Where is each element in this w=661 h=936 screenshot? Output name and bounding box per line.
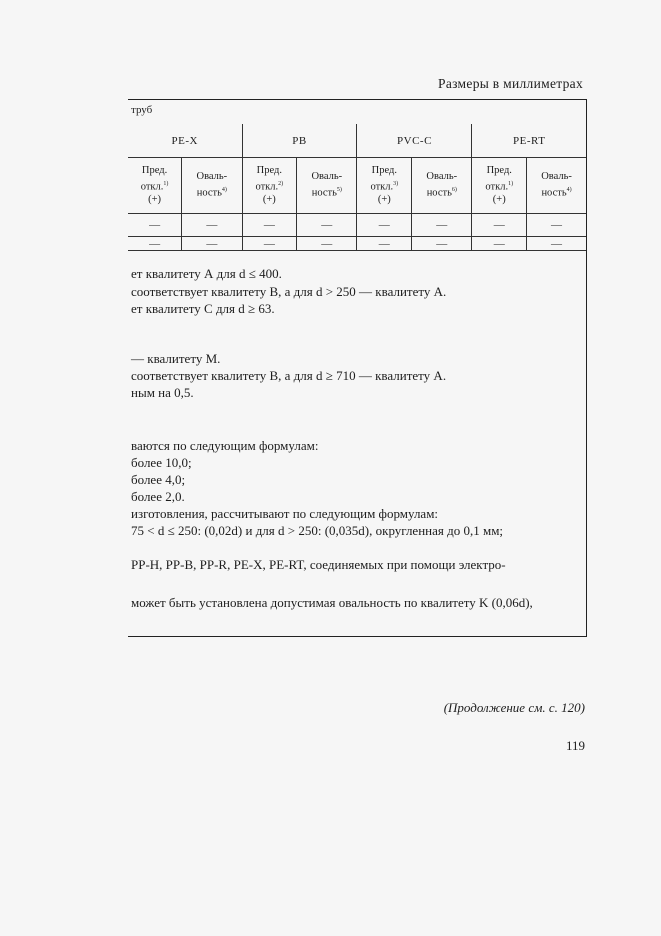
- table-group-row: [128, 124, 586, 158]
- subheader-cell: [527, 158, 586, 214]
- right-border: [586, 99, 587, 637]
- text-line: более 4,0;: [131, 472, 186, 487]
- text-line: более 2,0.: [131, 489, 185, 504]
- subheader-line2: откл.: [370, 181, 394, 192]
- text-line: соответствует квалитету В, а для d > 250 — квалитету А.: [131, 284, 447, 299]
- table-cell: —: [128, 214, 182, 237]
- subheader-line2: откл.: [485, 181, 509, 192]
- group-pe-rt: PE-RT: [472, 124, 586, 158]
- text-line: 75 < d ≤ 250: (0,02d) и для d > 250: (0,035d), округленная до 0,1 мм;: [131, 523, 504, 538]
- table-row: [128, 237, 586, 251]
- subheader-footnote: 4): [221, 186, 227, 193]
- text-line: соответствует квалитету В, а для d ≥ 710 — квалитету А.: [131, 368, 447, 383]
- table-cell: —: [412, 214, 472, 237]
- table-cell: —: [357, 214, 412, 237]
- table-cell: —: [242, 237, 297, 251]
- subheader-line3: (+): [492, 193, 506, 205]
- table-cell: —: [297, 237, 357, 251]
- table-caption: труб: [131, 104, 153, 116]
- table-row: [128, 214, 586, 237]
- subheader-line2: ность: [426, 187, 452, 199]
- table-cell: —: [297, 214, 357, 237]
- subheader-cell: [357, 158, 412, 214]
- table-cell: —: [527, 214, 586, 237]
- subheader-line2: откл.: [255, 181, 279, 192]
- subheader-line3: (+): [262, 193, 276, 205]
- subheader-line2: ность: [196, 187, 222, 199]
- table-cell: —: [472, 214, 527, 237]
- text-line: ваются по следующим формулам:: [131, 438, 319, 453]
- subheader-line1: Оваль-: [311, 171, 343, 183]
- bottom-rule: [128, 636, 586, 637]
- table-cell: —: [527, 237, 586, 251]
- subheader-footnote: 6): [451, 186, 457, 193]
- table-cell: —: [128, 237, 182, 251]
- page-number: 119: [565, 738, 585, 753]
- subheader-line1: Оваль-: [196, 171, 228, 183]
- subheader-line3: (+): [148, 193, 162, 205]
- subheader-line1: Пред.: [371, 165, 397, 176]
- subheader-line3: (+): [377, 193, 391, 205]
- text-line: ет квалитету С для d ≥ 63.: [131, 301, 275, 316]
- subheader-footnote: 5): [336, 186, 342, 193]
- subheader-line2: ность: [311, 187, 337, 199]
- table-cell: —: [242, 214, 297, 237]
- group-pb: PB: [242, 124, 357, 158]
- tolerance-table: [128, 124, 586, 251]
- subheader-cell: [242, 158, 297, 214]
- subheader-footnote: 4): [566, 186, 572, 193]
- text-line: — квалитету М.: [131, 351, 221, 366]
- subheader-footnote: 1): [163, 180, 169, 187]
- subheader-line1: Оваль-: [541, 171, 572, 183]
- material-codes: PP-H, PP-B, PP-R, PE-X, PE-RT: [131, 557, 304, 572]
- subheader-footnote: 2): [278, 180, 284, 187]
- continuation-note: (Продолжение см. с. 120): [443, 700, 585, 715]
- table-cell: —: [412, 237, 472, 251]
- subheader-cell: [412, 158, 472, 214]
- subheader-cell: [472, 158, 527, 214]
- table-cell: —: [182, 237, 242, 251]
- subheader-line1: Пред.: [141, 165, 168, 176]
- text-line: ным на 0,5.: [131, 385, 194, 400]
- group-pe-x: PE-X: [128, 124, 242, 158]
- table-subheader-row: [128, 158, 586, 214]
- subheader-line2: откл.: [140, 181, 164, 192]
- text-line: может быть установлена допустимая овальность по квалитету K (0,06d),: [131, 595, 533, 610]
- subheader-cell: [182, 158, 242, 214]
- text-line: более 10,0;: [131, 455, 192, 470]
- subheader-line2: ность: [541, 187, 567, 199]
- table-cell: —: [182, 214, 242, 237]
- table-cell: —: [472, 237, 527, 251]
- subheader-cell: [128, 158, 182, 214]
- text-line: изготовления, рассчитывают по следующим формулам:: [131, 506, 439, 521]
- text-line: ет квалитету А для d ≤ 400.: [131, 266, 282, 281]
- subheader-footnote: 3): [393, 180, 399, 187]
- subheader-line1: Пред.: [486, 165, 512, 176]
- subheader-line1: Оваль-: [426, 171, 458, 183]
- subheader-line1: Пред.: [256, 165, 282, 176]
- subheader-footnote: 1): [508, 180, 514, 187]
- material-line: [131, 557, 506, 573]
- units-header: Размеры в миллиметрах: [438, 76, 583, 91]
- material-line-rest: , соединяемых при помощи электро-: [303, 557, 506, 572]
- group-pvc-c: PVC-C: [357, 124, 472, 158]
- table-cell: —: [357, 237, 412, 251]
- top-rule: [128, 99, 586, 100]
- subheader-cell: [297, 158, 357, 214]
